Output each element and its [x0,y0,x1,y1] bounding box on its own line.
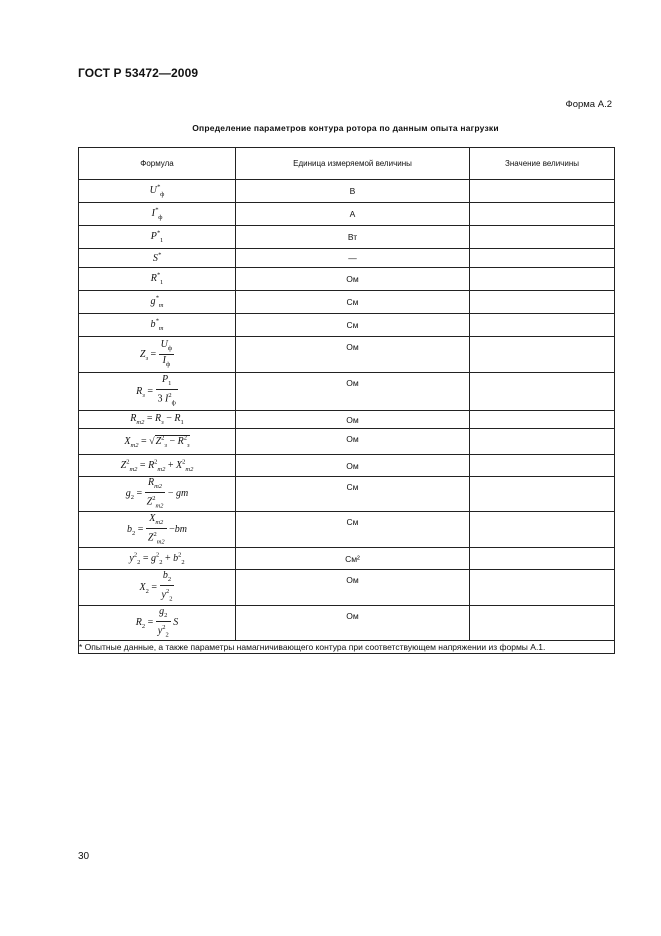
unit-cell: См [236,477,470,512]
table-footnote: * Опытные данные, а также параметры намагничивающего контура при соответствующем напряжении из формы А.1. [79,640,615,653]
value-cell[interactable] [470,411,615,429]
formula-U-phase: $U^*_ф$ [149,183,165,199]
unit-cell: Ом [236,411,470,429]
unit-cell: Ом [236,337,470,373]
formula-P1: $P^*_1$ [150,229,164,245]
formula-X2: $X_2$ = $\frac{b_2}{y^2_2}$ [139,570,173,603]
value-cell[interactable] [470,249,615,268]
unit-cell: Вт [236,226,470,249]
table-row [79,477,615,512]
value-cell[interactable] [470,605,615,640]
formula-Zm2-squared: $Z^2_{m2} = R^2_{m2} + X^2_{m2}$ [120,458,194,473]
formula-cell [79,429,236,455]
unit-cell: — [236,249,470,268]
value-cell[interactable] [470,268,615,291]
table-row [79,373,615,411]
formula-I-phase: $I^*_ф$ [151,206,163,222]
unit-cell: См² [236,548,470,570]
header-value: Значение величины [470,148,615,180]
unit-cell: См [236,512,470,548]
table-row [79,605,615,640]
value-cell[interactable] [470,455,615,477]
table-row [79,512,615,548]
table-row [79,455,615,477]
formula-gm: $g^*_m$ [150,294,164,310]
unit-cell: Ом [236,455,470,477]
value-cell[interactable] [470,429,615,455]
formula-R2: $R_2$ = $\frac{g_2}{y^2_2}$ S [135,605,179,638]
formula-cell [79,570,236,605]
unit-cell: Ом [236,605,470,640]
formula-cell [79,605,236,640]
formula-cell [79,455,236,477]
formula-R-resistance: $R_з$ = $\frac{P_1}{3 I^2_ф}$ [136,374,176,407]
formula-cell [79,249,236,268]
formula-b2: $b_2$ = $\frac{X_{m2}}{Z^2_{m2}}$ −bm [126,512,188,545]
table-row [79,411,615,429]
value-cell[interactable] [470,314,615,337]
table-row [79,314,615,337]
table-row [79,291,615,314]
table-row [79,249,615,268]
unit-cell: См [236,314,470,337]
value-cell[interactable] [470,548,615,570]
formula-Z-impedance: $Z_з$ = $\frac{U_ф}{I_ф}$ [139,339,173,368]
table-row [79,226,615,249]
value-cell[interactable] [470,203,615,226]
table-row [79,337,615,373]
table-row [79,203,615,226]
formula-cell [79,314,236,337]
table-row [79,180,615,203]
formula-cell [79,180,236,203]
value-cell[interactable] [470,512,615,548]
form-label: Форма А.2 [565,99,612,110]
table-row [79,570,615,605]
unit-cell: Ом [236,570,470,605]
formula-cell [79,337,236,373]
standard-number: ГОСТ Р 53472—2009 [78,66,199,80]
formula-cell [79,268,236,291]
formula-cell [79,203,236,226]
unit-cell: Ом [236,429,470,455]
header-formula: Формула [79,148,236,180]
table-row [79,429,615,455]
formula-Xm2: $X_{m2} = √Z^2_з - R^2_з$ [124,434,190,449]
parameters-table [78,147,615,654]
value-cell[interactable] [470,477,615,512]
value-cell[interactable] [470,291,615,314]
table-header-row [79,148,615,180]
formula-bm: $b^*_m$ [150,317,164,333]
formula-cell [79,411,236,429]
formula-g2: $g_2$ = $\frac{R_{m2}}{Z^2_{m2}}$ − gm [125,477,189,510]
footnote-row [79,640,615,653]
unit-cell: А [236,203,470,226]
value-cell[interactable] [470,226,615,249]
formula-y2-squared: $y^2_2 = g^2_2 + b^2_2$ [129,551,185,566]
value-cell[interactable] [470,570,615,605]
table-row [79,268,615,291]
unit-cell: Ом [236,268,470,291]
table-row [79,548,615,570]
value-cell[interactable] [470,337,615,373]
header-unit: Единица измеряемой величины [236,148,470,180]
formula-cell [79,512,236,548]
formula-cell [79,548,236,570]
table-caption: Определение параметров контура ротора по данным опыта нагрузки [192,123,499,133]
unit-cell: В [236,180,470,203]
formula-cell [79,291,236,314]
formula-cell [79,226,236,249]
unit-cell: Ом [236,373,470,411]
formula-R1: $R^*_1$ [150,271,164,287]
page-number: 30 [78,851,90,862]
formula-Rm2: $R_{m2} = R_з - R_1$ [130,413,184,426]
formula-cell [79,477,236,512]
formula-S: S* [152,251,162,265]
unit-cell: См [236,291,470,314]
value-cell[interactable] [470,373,615,411]
value-cell[interactable] [470,180,615,203]
formula-cell [79,373,236,411]
